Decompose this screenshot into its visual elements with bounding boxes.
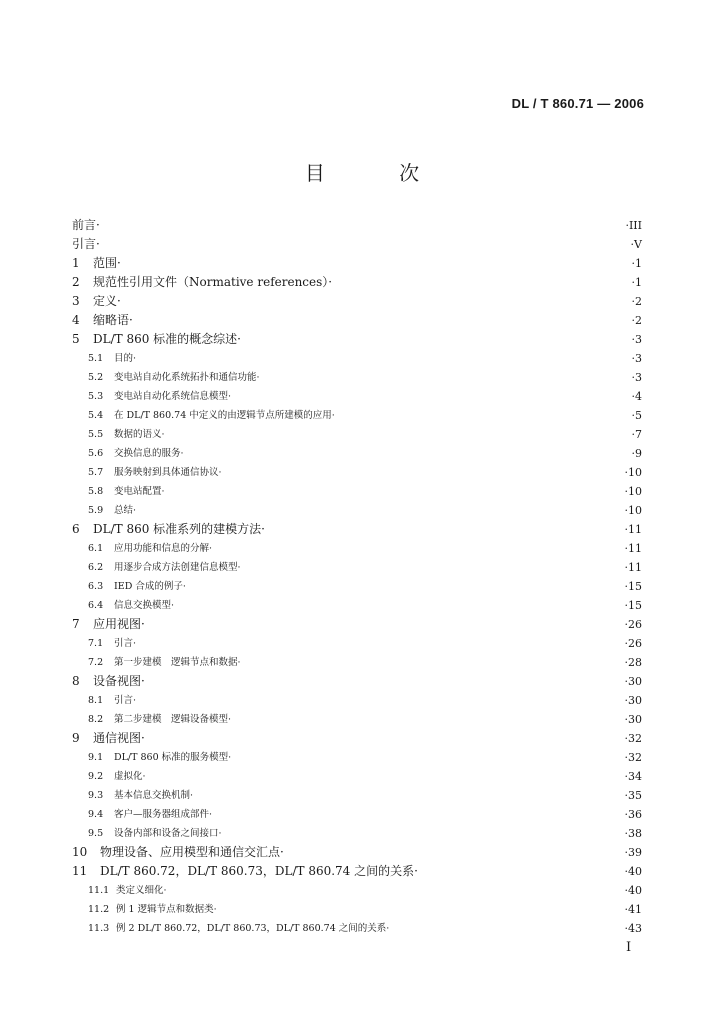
toc-entry-number: 4	[72, 313, 80, 327]
toc-entry-page: ·41	[624, 903, 642, 916]
toc-entry-label: 第二步建模 逻辑设备模型·	[114, 714, 232, 725]
toc-entry-label: 规范性引用文件（Normative references）·	[93, 275, 333, 289]
toc-entry-label: 目的·	[114, 353, 137, 364]
toc-entry-number: 10	[72, 845, 88, 859]
toc-entry-number: 6.1	[88, 543, 104, 554]
toc-entry[interactable]	[72, 292, 642, 311]
toc-entry-number: 6.3	[88, 581, 104, 592]
toc-entry[interactable]	[72, 900, 642, 919]
toc-entry-page: ·15	[624, 580, 642, 593]
toc-entry-page: ·3	[631, 333, 642, 346]
toc-entry[interactable]	[72, 805, 642, 824]
toc-entry-page: ·15	[624, 599, 642, 612]
toc-entry-label: 第一步建模 逻辑节点和数据·	[114, 657, 241, 668]
toc-entry-page: ·35	[624, 789, 642, 802]
toc-entry-page: ·1	[631, 257, 642, 270]
toc-entry[interactable]	[72, 634, 642, 653]
toc-entry-label: IED 合成的例子·	[114, 581, 186, 592]
toc-entry-page: ·10	[624, 466, 642, 479]
toc-entry-number: 5.7	[88, 467, 104, 478]
toc-entry-number: 5.9	[88, 505, 104, 516]
toc-entry-label: 在 DL/T 860.74 中定义的由逻辑节点所建模的应用·	[114, 410, 335, 421]
toc-entry[interactable]	[72, 330, 642, 349]
toc-entry[interactable]	[72, 463, 642, 482]
toc-entry-number: 3	[72, 294, 80, 308]
toc-entry[interactable]	[72, 482, 642, 501]
toc-entry-label: DL/T 860 标准的服务模型·	[114, 752, 232, 763]
toc-entry[interactable]	[72, 577, 642, 596]
toc-entry-page: ·43	[624, 922, 642, 935]
toc-entry-page: ·1	[631, 276, 642, 289]
toc-entry-label: 设备内部和设备之间接口·	[114, 828, 222, 839]
toc-entry-label: 定义·	[93, 294, 121, 308]
toc-entry-number: 6	[72, 522, 80, 536]
toc-entry[interactable]	[72, 672, 642, 691]
toc-entry-page: ·2	[631, 314, 642, 327]
toc-entry-page: ·26	[624, 637, 642, 650]
toc-entry-label: 引言·	[114, 695, 137, 706]
toc-entry-number: 5.1	[88, 353, 104, 364]
standard-number: DL / T 860.71 — 2006	[511, 96, 644, 111]
toc-entry-number: 8	[72, 674, 80, 688]
toc-entry[interactable]	[72, 843, 642, 862]
toc-entry-page: ·34	[624, 770, 642, 783]
toc-entry-page: ·32	[624, 751, 642, 764]
toc-entry-number: 9.5	[88, 828, 104, 839]
toc-entry[interactable]	[72, 235, 642, 254]
toc-entry-label: 例 1 逻辑节点和数据类·	[116, 904, 217, 915]
toc-entry-page: ·10	[624, 485, 642, 498]
toc-entry-page: ·III	[625, 219, 642, 232]
toc-entry-page: ·38	[624, 827, 642, 840]
toc-entry-label: DL/T 860.72，DL/T 860.73，DL/T 860.74 之间的关系·	[100, 864, 418, 878]
toc-entry-label: 数据的语义·	[114, 429, 165, 440]
toc-entry[interactable]	[72, 615, 642, 634]
toc-entry[interactable]	[72, 368, 642, 387]
toc-entry-label: DL/T 860 标准系列的建模方法·	[93, 522, 265, 536]
toc-entry-page: ·32	[624, 732, 642, 745]
toc-entry-number: 8.2	[88, 714, 104, 725]
toc-entry[interactable]	[72, 539, 642, 558]
toc-entry[interactable]	[72, 387, 642, 406]
toc-entry-number: 5.6	[88, 448, 104, 459]
toc-entry-number: 6.4	[88, 600, 104, 611]
toc-entry[interactable]	[72, 729, 642, 748]
page-number: I	[626, 940, 632, 955]
toc-entry-page: ·7	[631, 428, 642, 441]
toc-entry[interactable]	[72, 216, 642, 235]
toc-entry-label: DL/T 860 标准的概念综述·	[93, 332, 241, 346]
toc-entry-number: 5	[72, 332, 80, 346]
toc-entry-page: ·9	[631, 447, 642, 460]
toc-entry-number: 7.1	[88, 638, 104, 649]
toc-entry-label: 例 2 DL/T 860.72，DL/T 860.73，DL/T 860.74 之间的关系·	[116, 923, 390, 934]
toc-entry-page: ·4	[631, 390, 642, 403]
toc-entry[interactable]	[72, 406, 642, 425]
toc-entry-page: ·26	[624, 618, 642, 631]
toc-entry-label: 类定义细化·	[116, 885, 167, 896]
toc-entry-number: 7.2	[88, 657, 104, 668]
toc-entry-page: ·30	[624, 694, 642, 707]
toc-entry[interactable]	[72, 254, 642, 273]
toc-entry[interactable]	[72, 710, 642, 729]
toc-entry-label: 应用功能和信息的分解·	[114, 543, 213, 554]
toc-entry-page: ·11	[624, 542, 642, 555]
toc-entry[interactable]	[72, 653, 642, 672]
toc-entry-label: 物理设备、应用模型和通信交汇点·	[100, 845, 284, 859]
toc-entry-label: 变电站自动化系统拓扑和通信功能·	[114, 372, 260, 383]
toc-entry-number: 5.4	[88, 410, 104, 421]
toc-entry-page: ·2	[631, 295, 642, 308]
toc-entry[interactable]	[72, 520, 642, 539]
toc-entry-page: ·36	[624, 808, 642, 821]
toc-entry-number: 9.4	[88, 809, 104, 820]
toc-entry[interactable]	[72, 501, 642, 520]
toc-entry[interactable]	[72, 444, 642, 463]
toc-entry[interactable]	[72, 349, 642, 368]
toc-entry[interactable]	[72, 311, 642, 330]
toc-entry-page: ·39	[624, 846, 642, 859]
toc-entry-page: ·3	[631, 371, 642, 384]
toc-entry-label: 虚拟化·	[114, 771, 146, 782]
toc-entry-page: ·11	[624, 561, 642, 574]
toc-entry-label: 范围·	[93, 256, 121, 270]
toc-entry-page: ·40	[624, 884, 642, 897]
toc-entry-number: 9.3	[88, 790, 104, 801]
toc-entry-page: ·3	[631, 352, 642, 365]
toc-entry-label: 变电站配置·	[114, 486, 165, 497]
toc-entry[interactable]	[72, 786, 642, 805]
toc-entry-number: 11.1	[88, 885, 110, 896]
toc-entry-number: 11.2	[88, 904, 110, 915]
toc-entry-label: 缩略语·	[93, 313, 133, 327]
toc-entry[interactable]	[72, 596, 642, 615]
toc-entry-page: ·5	[631, 409, 642, 422]
toc-entry-number: 9.2	[88, 771, 104, 782]
toc-entry[interactable]	[72, 425, 642, 444]
toc-entry-number: 1	[72, 256, 80, 270]
toc-entry-number: 5.2	[88, 372, 104, 383]
toc-entry-label: 变电站自动化系统信息模型·	[114, 391, 232, 402]
toc-entry-number: 11.3	[88, 923, 110, 934]
table-of-contents	[72, 216, 642, 938]
toc-entry-label: 客户—服务器组成部件·	[114, 809, 213, 820]
toc-entry-label: 引言·	[72, 237, 100, 251]
toc-entry[interactable]	[72, 919, 642, 938]
toc-entry-page: ·30	[624, 675, 642, 688]
toc-entry[interactable]	[72, 273, 642, 292]
toc-entry-number: 11	[72, 864, 88, 878]
toc-entry-number: 6.2	[88, 562, 104, 573]
toc-entry-label: 信息交换模型·	[114, 600, 175, 611]
toc-entry-number: 5.5	[88, 429, 104, 440]
toc-entry-page: ·10	[624, 504, 642, 517]
toc-entry-label: 通信视图·	[93, 731, 145, 745]
toc-entry-label: 总结·	[114, 505, 137, 516]
toc-entry[interactable]	[72, 748, 642, 767]
toc-entry-label: 基本信息交换机制·	[114, 790, 194, 801]
toc-title: 目 次	[304, 161, 454, 185]
toc-entry-page: ·11	[624, 523, 642, 536]
toc-entry-number: 7	[72, 617, 80, 631]
toc-entry-number: 5.8	[88, 486, 104, 497]
toc-entry-label: 前言·	[72, 218, 100, 232]
toc-entry-label: 应用视图·	[93, 617, 145, 631]
toc-entry-number: 9.1	[88, 752, 104, 763]
toc-entry-page: ·28	[624, 656, 642, 669]
toc-entry-label: 服务映射到具体通信协议·	[114, 467, 222, 478]
toc-entry-page: ·30	[624, 713, 642, 726]
toc-entry-label: 用逐步合成方法创建信息模型·	[114, 562, 241, 573]
toc-entry-number: 2	[72, 275, 80, 289]
toc-entry-number: 8.1	[88, 695, 104, 706]
toc-entry[interactable]	[72, 558, 642, 577]
toc-entry-number: 5.3	[88, 391, 104, 402]
toc-entry-number: 9	[72, 731, 80, 745]
toc-entry-page: ·V	[630, 238, 642, 251]
toc-entry[interactable]	[72, 767, 642, 786]
toc-entry[interactable]	[72, 824, 642, 843]
toc-entry[interactable]	[72, 881, 642, 900]
toc-entry-label: 引言·	[114, 638, 137, 649]
toc-entry-page: ·40	[624, 865, 642, 878]
toc-entry[interactable]	[72, 862, 642, 881]
toc-entry-label: 交换信息的服务·	[114, 448, 184, 459]
toc-entry-label: 设备视图·	[93, 674, 145, 688]
toc-entry[interactable]	[72, 691, 642, 710]
